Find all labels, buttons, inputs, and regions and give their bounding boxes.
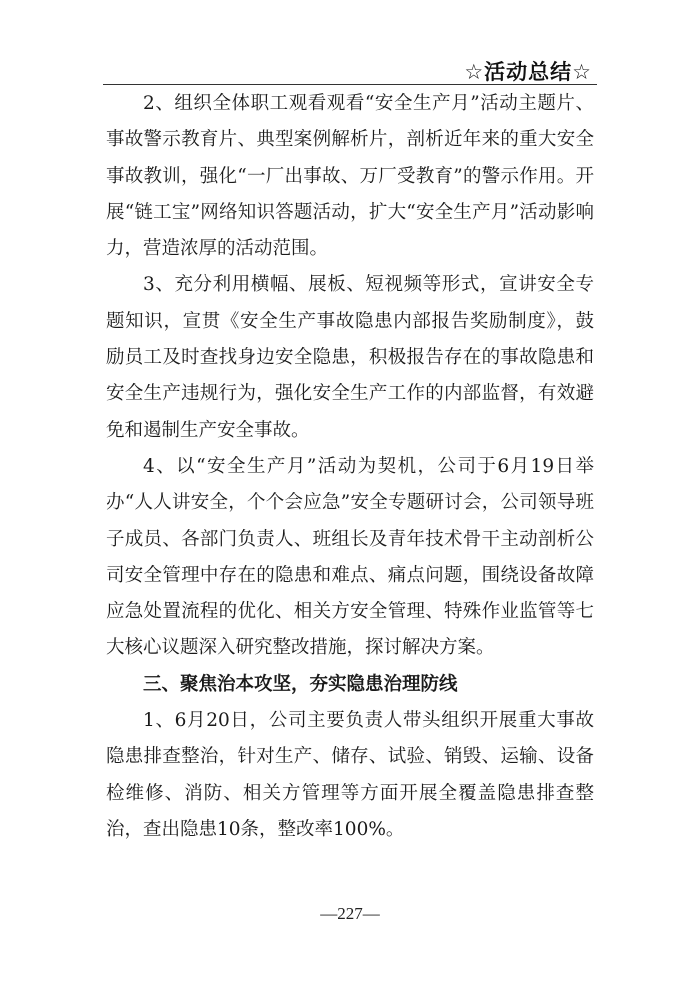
paragraph-item-3: 3、充分利用横幅、展板、短视频等形式，宣讲安全专题知识，宣贯《安全生产事故隐患内部报告奖励制度》，鼓励员工及时查找身边安全隐患，积极报告存在的事故隐患和安全生产违规行为，强化安全生产工作的内部监督，有效避免和遏制生产安全事故。 [106,274,594,441]
page-number: —227— [320,904,380,923]
paragraph-item-4: 4、以“安全生产月”活动为契机，公司于6月19日举办“人人讲安全，个个会应急”安全专题研讨会，公司领导班子成员、各部门负责人、班组长及青年技术骨干主动剖析公司安全管理中存在的隐患和难点、痛点问题，围绕设备故障应急处置流程的优化、相关方安全管理、特殊作业监管等七大核心议题深入研究整改措施，探讨解决方案。 [106,455,594,659]
header-title: ☆活动总结☆ [464,60,592,84]
section-paragraph-1: 1、6月20日，公司主要负责人带头组织开展重大事故隐患排查整治，针对生产、储存、试验、销毁、运输、设备检维修、消防、相关方管理等方面开展全覆盖隐患排查整治，查出隐患10条，整改率100%。 [106,710,594,840]
paragraph-item-2: 2、组织全体职工观看观看“安全生产月”活动主题片、事故警示教育片、典型案例解析片，剖析近年来的重大安全事故教训，强化“一厂出事故、万厂受教育”的警示作用。开展“链工宝”网络知识答题活动，扩大“安全生产月”活动影响力，营造浓厚的活动范围。 [106,93,594,260]
section-heading: 三、聚焦治本攻坚，夯实隐患治理防线 [143,673,458,695]
document-body [106,86,594,848]
header-rule [103,84,597,85]
